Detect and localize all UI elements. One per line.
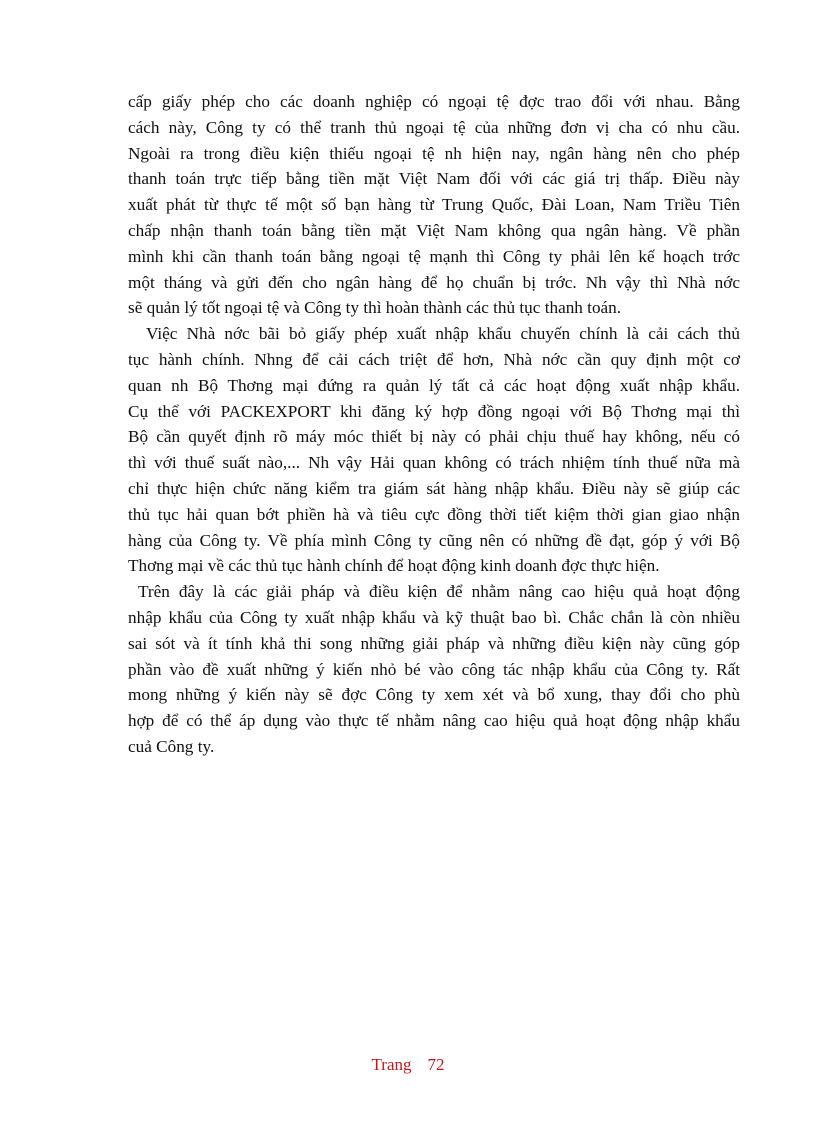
text-line: mình khi cần thanh toán bằng ngoại tệ mạnh thì Công ty phải lên kế hoạch trớc [128, 246, 740, 266]
paragraph-1 [128, 89, 740, 321]
text-line: cách này, Công ty có thể tranh thủ ngoại tệ của những đơn vị cha có nhu cầu. [128, 117, 740, 137]
text-line: nhập khẩu của Công ty xuất nhập khẩu và kỹ thuật bao bì. Chắc chắn là còn nhiều [128, 607, 740, 627]
text-line: sẽ quản lý tốt ngoại tệ và Công ty thì hoàn thành các thủ tục thanh toán. [128, 298, 622, 318]
text-line: thanh toán trực tiếp bằng tiền mặt Việt Nam đối với các giá trị thấp. Điều này [128, 169, 740, 189]
text-line: sai sót và ít tính khả thi song những giải pháp và những điều kiện này cũng góp [128, 633, 740, 653]
page-label: Trang [371, 1055, 412, 1074]
page-footer [0, 1055, 816, 1075]
text-line: Trên đây là các giải pháp và điều kiện để nhằm nâng cao hiệu quả hoạt động [138, 582, 740, 602]
page-number: 72 [427, 1055, 445, 1074]
text-line: hợp để có thể áp dụng vào thực tế nhằm nâng cao hiệu quả hoạt động nhập khẩu [128, 711, 740, 731]
text-line: tục hành chính. Nhng để cải cách triệt để hơn, Nhà nớc cần quy định một cơ [128, 349, 740, 369]
text-line: Ngoài ra trong điều kiện thiếu ngoại tệ nh hiện nay, ngân hàng nên cho phép [128, 143, 740, 163]
text-line: Việc Nhà nớc bãi bỏ giấy phép xuất nhập khẩu chuyến chính là cải cách thủ [146, 324, 740, 344]
text-line: cấp giấy phép cho các doanh nghiệp có ngoại tệ đợc trao đổi với nhau. Bằng [128, 92, 740, 111]
text-line: cuả Công ty. [128, 736, 215, 756]
text-line: Thơng mại về các thủ tục hành chính để hoạt động kinh doanh đợc thực hiện. [128, 556, 660, 576]
text-line: một tháng và gửi đến cho ngân hàng để họ chuẩn bị trớc. Nh vậy thì Nhà nớc [128, 272, 740, 292]
text-line: phần vào đề xuất những ý kiến nhỏ bé vào công tác nhập khẩu của Công ty. Rất [128, 659, 740, 679]
document-body [128, 89, 740, 760]
text-line: hàng của Công ty. Về phía mình Công ty cũng nên có những đề đạt, góp ý với Bộ [128, 530, 740, 550]
text-line: thủ tục hải quan bớt phiền hà và tiêu cực đồng thời tiết kiệm thời gian giao nhận [128, 504, 740, 524]
text-line: chấp nhận thanh toán bằng tiền mặt Việt Nam không qua ngân hàng. Về phần [128, 220, 740, 240]
text-line: Cụ thể với PACKEXPORT khi đăng ký hợp đồng ngoại với Bộ Thơng mại thì [128, 401, 740, 421]
text-line: chỉ thực hiện chức năng kiểm tra giám sát hàng nhập khẩu. Điều này sẽ giúp các [128, 478, 740, 498]
paragraph-3 [128, 579, 740, 760]
text-line: thì với thuế suất nào,... Nh vậy Hải quan không có trách nhiệm tính thuế nữa mà [128, 453, 740, 473]
text-line: xuất phát từ thực tế một số bạn hàng từ Trung Quốc, Đài Loan, Nam Triều Tiên [128, 195, 740, 215]
text-line: mong những ý kiến này sẽ đợc Công ty xem xét và bổ xung, thay đổi cho phù [128, 685, 740, 705]
text-line: quan nh Bộ Thơng mại đứng ra quản lý tất cả các hoạt động xuất nhập khẩu. [128, 375, 740, 395]
paragraph-2 [128, 321, 740, 579]
text-line: Bộ cần quyết định rõ máy móc thiết bị này có phải chịu thuế hay không, nếu có [128, 427, 740, 447]
